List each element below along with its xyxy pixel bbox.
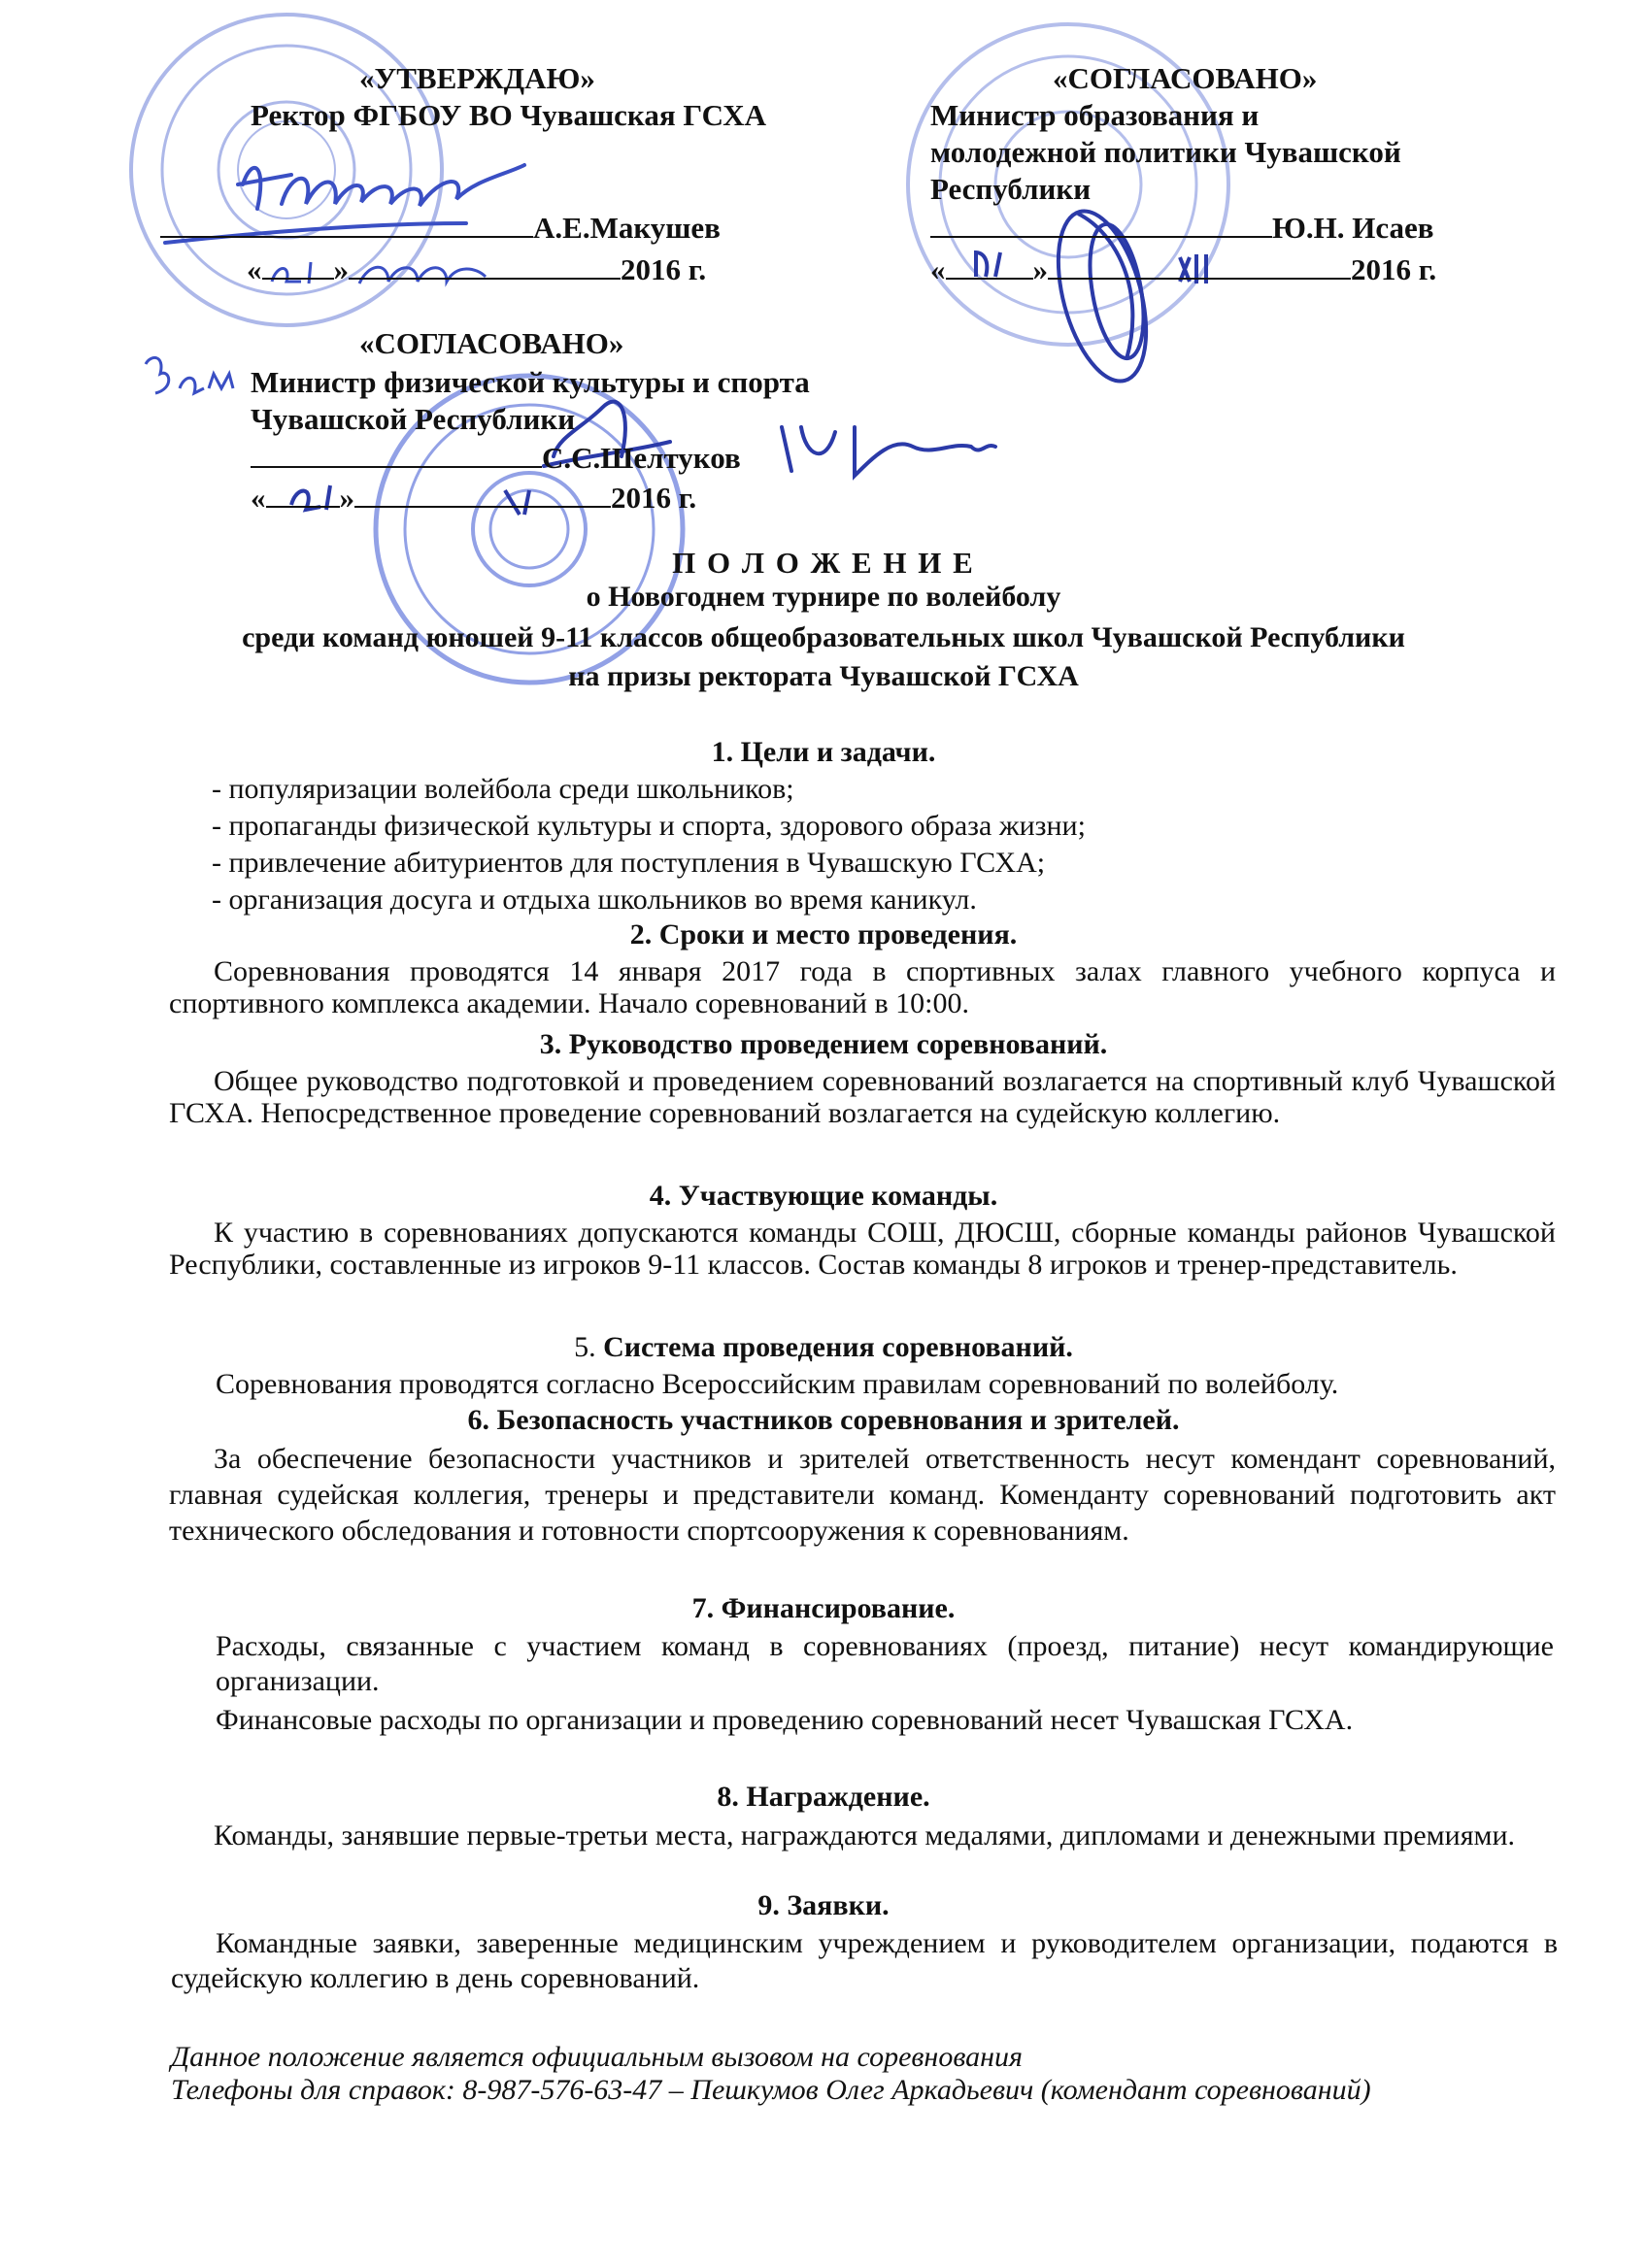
section-5-number: 5. — [574, 1331, 596, 1363]
section-6-text: За обеспечение безопасности участников и зрителей ответственность несут комендант соревнований, главная судейская коллегия, тренеры и представители команд. Коменданту соревнований подготовить акт технического обследования и готовности спортсооружения к соревнованиям. — [169, 1443, 1556, 1547]
agreed2-name-line — [251, 437, 741, 476]
footer-phones: Телефоны для справок: 8-987-576-63-47 – Пешкумов Олег Аркадьевич (комендант соревнований) — [171, 2074, 1371, 2106]
approve-name: А.Е.Макушев — [533, 211, 721, 245]
section-8-title: 8. Награждение. — [717, 1781, 930, 1813]
section-1-title: 1. Цели и задачи. — [711, 736, 936, 768]
section-5-title — [0, 1331, 1647, 1364]
section-1-item: - организация досуга и отдыха школьников во время каникул. — [212, 884, 977, 916]
section-4-text: К участию в соревнованиях допускаются команды СОШ, ДЮСШ, сборные команды районов Чувашской Республики, составленные из игроков 9-11 классов. Состав команды 8 игроков и тренер-представитель. — [169, 1217, 1556, 1281]
section-3-text: Общее руководство подготовкой и проведением соревнований возлагается на спортивный клуб Чувашской ГСХА. Непосредственное проведение соревнований возлагается на судейскую коллегию. — [169, 1065, 1556, 1129]
section-8-text: Команды, занявшие первые-третьи места, награждаются медалями, дипломами и денежными премиями. — [214, 1819, 1516, 1851]
agreed2-name: С.С.Шелтуков — [542, 441, 741, 475]
section-7-text-2: Финансовые расходы по организации и проведению соревнований несет Чувашская ГСХА. — [216, 1704, 1354, 1736]
agreed2-position-line2: Чувашской Республики — [251, 402, 576, 436]
section-2-text: Соревнования проводятся 14 января 2017 года в спортивных залах главного учебного корпуса и спортивного комплекса академии. Начало соревнований в 10:00. — [169, 955, 1556, 1019]
agreed2-year: 2016 г. — [611, 481, 697, 515]
agreed2-date-line: « » 2016 г. — [251, 477, 696, 516]
agreed1-position-line3: Республики — [930, 172, 1092, 206]
agreed1-position-line1: Министр образования и — [930, 98, 1260, 132]
agreed1-title: «СОГЛАСОВАНО» — [1053, 61, 1318, 95]
approve-title: «УТВЕРЖДАЮ» — [359, 61, 595, 95]
section-4-title: 4. Участвующие команды. — [649, 1180, 998, 1212]
approve-name-line — [160, 207, 721, 246]
agreed1-year: 2016 г. — [1351, 252, 1437, 286]
section-5-text: Соревнования проводятся согласно Всероссийским правилам соревнований по волейболу. — [216, 1368, 1339, 1400]
section-9-text: Командные заявки, заверенные медицинским учреждением и руководителем организации, подаются в судейскую коллегию в день соревнований. — [171, 1927, 1558, 1994]
section-7-title: 7. Финансирование. — [691, 1592, 956, 1624]
agreed1-name: Ю.Н. Исаев — [1272, 211, 1434, 245]
document-subtitle-line1: о Новогоднем турнире по волейболу — [586, 581, 1061, 613]
section-6-title: 6. Безопасность участников соревнования и зрителей. — [467, 1404, 1180, 1436]
section-2-title: 2. Сроки и место проведения. — [629, 918, 1018, 951]
footer-official-call: Данное положение является официальным вызовом на соревнования — [171, 2041, 1023, 2073]
agreed1-position-line2: молодежной политики Чувашской — [930, 135, 1401, 169]
section-7-text-1: Расходы, связанные с участием команд в соревнованиях (проезд, питание) несут командирующие организации. — [216, 1630, 1554, 1697]
approve-year: 2016 г. — [621, 252, 707, 286]
approve-position: Ректор ФГБОУ ВО Чувашская ГСХА — [251, 98, 767, 132]
section-1-item: - пропаганды физической культуры и спорта, здорового образа жизни; — [212, 810, 1086, 842]
document-title: П О Л О Ж Е Н И Е — [672, 546, 975, 580]
document-subtitle-line3: на призы ректората Чувашской ГСХА — [568, 660, 1079, 692]
document-subtitle-line2: среди команд юношей 9-11 классов общеобразовательных школ Чувашской Республики — [242, 621, 1405, 653]
section-9-title: 9. Заявки. — [757, 1889, 890, 1921]
section-3-title: 3. Руководство проведением соревнований. — [539, 1028, 1108, 1060]
section-1-item: - популяризации волейбола среди школьников; — [212, 773, 794, 805]
agreed1-date-line: « » 2016 г. — [930, 249, 1436, 287]
agreed2-title: «СОГЛАСОВАНО» — [359, 326, 624, 360]
deputy-note-handwriting — [146, 357, 233, 393]
agreed2-position-line1: Министр физической культуры и спорта — [251, 365, 810, 399]
approve-date-line: « » 2016 г. — [247, 249, 706, 287]
agreed1-name-line — [930, 207, 1434, 246]
section-5-title-text: Система проведения соревнований. — [603, 1331, 1073, 1363]
section-1-item: - привлечение абитуриентов для поступления в Чувашскую ГСХА; — [212, 847, 1046, 879]
